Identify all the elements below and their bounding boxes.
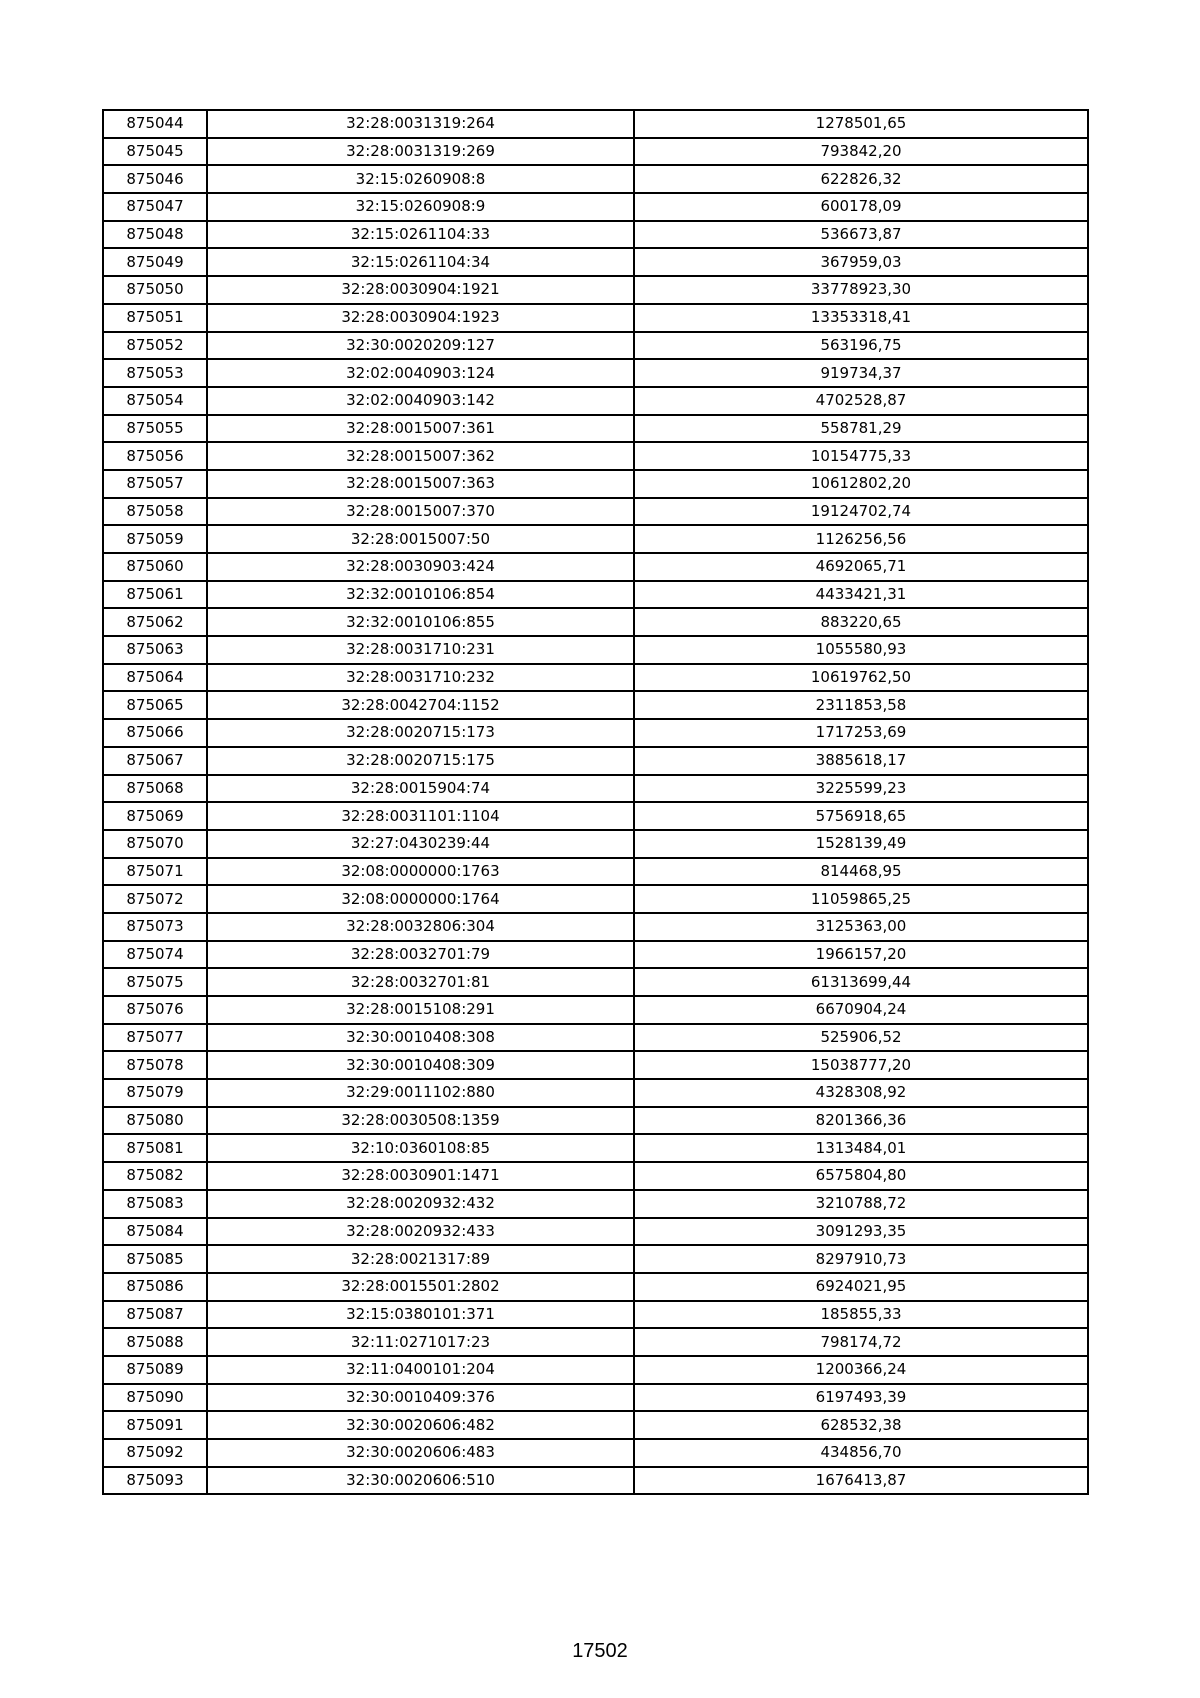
cadastral-value-cell: 1717253,69 — [634, 719, 1088, 747]
table-row — [103, 304, 1088, 332]
cadastral-value-cell: 536673,87 — [634, 221, 1088, 249]
cadastral-value-cell: 3885618,17 — [634, 747, 1088, 775]
table-row — [103, 1384, 1088, 1412]
table-row — [103, 442, 1088, 470]
cadastral-number-cell: 32:02:0040903:142 — [207, 387, 634, 415]
table-row — [103, 1273, 1088, 1301]
table-row — [103, 581, 1088, 609]
cadastral-number-cell: 32:28:0031710:232 — [207, 664, 634, 692]
cadastral-value-cell: 622826,32 — [634, 165, 1088, 193]
row-number-cell: 875062 — [103, 608, 207, 636]
cadastral-number-cell: 32:28:0032701:81 — [207, 968, 634, 996]
row-number-cell: 875079 — [103, 1079, 207, 1107]
table-row — [103, 1411, 1088, 1439]
table-row — [103, 138, 1088, 166]
table-row — [103, 1024, 1088, 1052]
cadastral-value-cell: 883220,65 — [634, 608, 1088, 636]
cadastral-number-cell: 32:28:0015007:50 — [207, 525, 634, 553]
table-row — [103, 359, 1088, 387]
table-row — [103, 1134, 1088, 1162]
cadastral-value-cell: 367959,03 — [634, 248, 1088, 276]
cadastral-value-cell: 1528139,49 — [634, 830, 1088, 858]
cadastral-number-cell: 32:11:0271017:23 — [207, 1328, 634, 1356]
cadastral-value-cell: 1313484,01 — [634, 1134, 1088, 1162]
table-row — [103, 221, 1088, 249]
cadastral-number-cell: 32:28:0015904:74 — [207, 775, 634, 803]
cadastral-value-cell: 11059865,25 — [634, 885, 1088, 913]
cadastral-value-cell: 628532,38 — [634, 1411, 1088, 1439]
row-number-cell: 875046 — [103, 165, 207, 193]
table-row — [103, 719, 1088, 747]
page-number: 17502 — [572, 1640, 628, 1662]
table-row — [103, 858, 1088, 886]
cadastral-value-cell: 33778923,30 — [634, 276, 1088, 304]
cadastral-number-cell: 32:28:0015007:361 — [207, 415, 634, 443]
table-row — [103, 968, 1088, 996]
row-number-cell: 875083 — [103, 1190, 207, 1218]
row-number-cell: 875087 — [103, 1301, 207, 1329]
table-row — [103, 248, 1088, 276]
row-number-cell: 875066 — [103, 719, 207, 747]
row-number-cell: 875050 — [103, 276, 207, 304]
table-row — [103, 885, 1088, 913]
row-number-cell: 875049 — [103, 248, 207, 276]
cadastral-number-cell: 32:28:0015501:2802 — [207, 1273, 634, 1301]
table-row — [103, 525, 1088, 553]
row-number-cell: 875048 — [103, 221, 207, 249]
table-row — [103, 664, 1088, 692]
table-row — [103, 470, 1088, 498]
cadastral-value-cell: 3210788,72 — [634, 1190, 1088, 1218]
table-row — [103, 1107, 1088, 1135]
cadastral-value-cell: 563196,75 — [634, 332, 1088, 360]
table-row — [103, 110, 1088, 138]
cadastral-number-cell: 32:28:0042704:1152 — [207, 691, 634, 719]
cadastral-value-cell: 6197493,39 — [634, 1384, 1088, 1412]
cadastral-number-cell: 32:28:0015007:363 — [207, 470, 634, 498]
cadastral-value-cell: 558781,29 — [634, 415, 1088, 443]
cadastral-number-cell: 32:28:0032701:79 — [207, 941, 634, 969]
row-number-cell: 875067 — [103, 747, 207, 775]
cadastral-number-cell: 32:30:0020606:510 — [207, 1467, 634, 1495]
row-number-cell: 875053 — [103, 359, 207, 387]
table-row — [103, 1051, 1088, 1079]
cadastral-value-cell: 3091293,35 — [634, 1218, 1088, 1246]
table-row — [103, 498, 1088, 526]
cadastral-value-cell: 10154775,33 — [634, 442, 1088, 470]
cadastral-number-cell: 32:28:0020715:175 — [207, 747, 634, 775]
cadastral-number-cell: 32:15:0380101:371 — [207, 1301, 634, 1329]
cadastral-number-cell: 32:08:0000000:1764 — [207, 885, 634, 913]
row-number-cell: 875060 — [103, 553, 207, 581]
cadastral-value-cell: 15038777,20 — [634, 1051, 1088, 1079]
cadastral-number-cell: 32:30:0020606:482 — [207, 1411, 634, 1439]
cadastral-number-cell: 32:28:0031710:231 — [207, 636, 634, 664]
row-number-cell: 875093 — [103, 1467, 207, 1495]
cadastral-value-cell: 4328308,92 — [634, 1079, 1088, 1107]
cadastral-number-cell: 32:15:0261104:33 — [207, 221, 634, 249]
cadastral-number-cell: 32:28:0015007:362 — [207, 442, 634, 470]
table-row — [103, 941, 1088, 969]
cadastral-value-table — [102, 109, 1089, 1495]
cadastral-value-cell: 61313699,44 — [634, 968, 1088, 996]
table-row — [103, 165, 1088, 193]
table-row — [103, 636, 1088, 664]
cadastral-value-cell: 4702528,87 — [634, 387, 1088, 415]
cadastral-number-cell: 32:27:0430239:44 — [207, 830, 634, 858]
table-row — [103, 332, 1088, 360]
row-number-cell: 875074 — [103, 941, 207, 969]
row-number-cell: 875081 — [103, 1134, 207, 1162]
table-row — [103, 608, 1088, 636]
cadastral-value-cell: 3125363,00 — [634, 913, 1088, 941]
cadastral-number-cell: 32:28:0020932:432 — [207, 1190, 634, 1218]
table-row — [103, 802, 1088, 830]
cadastral-value-cell: 525906,52 — [634, 1024, 1088, 1052]
cadastral-value-cell: 600178,09 — [634, 193, 1088, 221]
cadastral-value-cell: 19124702,74 — [634, 498, 1088, 526]
table-row — [103, 996, 1088, 1024]
row-number-cell: 875055 — [103, 415, 207, 443]
row-number-cell: 875072 — [103, 885, 207, 913]
row-number-cell: 875077 — [103, 1024, 207, 1052]
cadastral-number-cell: 32:28:0015007:370 — [207, 498, 634, 526]
cadastral-number-cell: 32:15:0260908:8 — [207, 165, 634, 193]
cadastral-value-cell: 1676413,87 — [634, 1467, 1088, 1495]
cadastral-number-cell: 32:28:0030904:1921 — [207, 276, 634, 304]
cadastral-value-cell: 434856,70 — [634, 1439, 1088, 1467]
cadastral-value-cell: 814468,95 — [634, 858, 1088, 886]
row-number-cell: 875057 — [103, 470, 207, 498]
cadastral-number-cell: 32:28:0030903:424 — [207, 553, 634, 581]
cadastral-number-cell: 32:28:0021317:89 — [207, 1245, 634, 1273]
cadastral-number-cell: 32:30:0020209:127 — [207, 332, 634, 360]
row-number-cell: 875061 — [103, 581, 207, 609]
row-number-cell: 875059 — [103, 525, 207, 553]
cadastral-number-cell: 32:32:0010106:855 — [207, 608, 634, 636]
table-row — [103, 1162, 1088, 1190]
row-number-cell: 875082 — [103, 1162, 207, 1190]
cadastral-number-cell: 32:30:0010408:309 — [207, 1051, 634, 1079]
cadastral-value-cell: 1278501,65 — [634, 110, 1088, 138]
table-row — [103, 1356, 1088, 1384]
cadastral-value-cell: 6575804,80 — [634, 1162, 1088, 1190]
cadastral-value-cell: 2311853,58 — [634, 691, 1088, 719]
row-number-cell: 875078 — [103, 1051, 207, 1079]
row-number-cell: 875090 — [103, 1384, 207, 1412]
cadastral-value-cell: 798174,72 — [634, 1328, 1088, 1356]
row-number-cell: 875089 — [103, 1356, 207, 1384]
row-number-cell: 875080 — [103, 1107, 207, 1135]
row-number-cell: 875076 — [103, 996, 207, 1024]
cadastral-value-cell: 1126256,56 — [634, 525, 1088, 553]
cadastral-number-cell: 32:30:0020606:483 — [207, 1439, 634, 1467]
cadastral-number-cell: 32:15:0261104:34 — [207, 248, 634, 276]
table-row — [103, 1190, 1088, 1218]
cadastral-value-cell: 13353318,41 — [634, 304, 1088, 332]
row-number-cell: 875044 — [103, 110, 207, 138]
table-row — [103, 415, 1088, 443]
row-number-cell: 875069 — [103, 802, 207, 830]
cadastral-number-cell: 32:28:0020715:173 — [207, 719, 634, 747]
cadastral-number-cell: 32:29:0011102:880 — [207, 1079, 634, 1107]
table-row — [103, 553, 1088, 581]
table-row — [103, 1245, 1088, 1273]
table-row — [103, 387, 1088, 415]
cadastral-value-cell: 4433421,31 — [634, 581, 1088, 609]
row-number-cell: 875058 — [103, 498, 207, 526]
row-number-cell: 875088 — [103, 1328, 207, 1356]
row-number-cell: 875051 — [103, 304, 207, 332]
row-number-cell: 875063 — [103, 636, 207, 664]
row-number-cell: 875084 — [103, 1218, 207, 1246]
cadastral-number-cell: 32:28:0030508:1359 — [207, 1107, 634, 1135]
table-row — [103, 1218, 1088, 1246]
cadastral-value-cell: 3225599,23 — [634, 775, 1088, 803]
row-number-cell: 875052 — [103, 332, 207, 360]
row-number-cell: 875070 — [103, 830, 207, 858]
cadastral-value-cell: 1200366,24 — [634, 1356, 1088, 1384]
cadastral-value-cell: 1966157,20 — [634, 941, 1088, 969]
cadastral-number-cell: 32:28:0030901:1471 — [207, 1162, 634, 1190]
table-row — [103, 913, 1088, 941]
row-number-cell: 875047 — [103, 193, 207, 221]
cadastral-number-cell: 32:28:0015108:291 — [207, 996, 634, 1024]
cadastral-number-cell: 32:28:0020932:433 — [207, 1218, 634, 1246]
cadastral-value-cell: 10612802,20 — [634, 470, 1088, 498]
row-number-cell: 875073 — [103, 913, 207, 941]
cadastral-number-cell: 32:28:0030904:1923 — [207, 304, 634, 332]
cadastral-number-cell: 32:11:0400101:204 — [207, 1356, 634, 1384]
table-row — [103, 276, 1088, 304]
cadastral-value-cell: 6924021,95 — [634, 1273, 1088, 1301]
row-number-cell: 875068 — [103, 775, 207, 803]
table-row — [103, 691, 1088, 719]
cadastral-number-cell: 32:32:0010106:854 — [207, 581, 634, 609]
cadastral-number-cell: 32:15:0260908:9 — [207, 193, 634, 221]
table-row — [103, 747, 1088, 775]
row-number-cell: 875065 — [103, 691, 207, 719]
cadastral-number-cell: 32:30:0010409:376 — [207, 1384, 634, 1412]
table-row — [103, 1467, 1088, 1495]
row-number-cell: 875064 — [103, 664, 207, 692]
table-row — [103, 775, 1088, 803]
cadastral-value-cell: 793842,20 — [634, 138, 1088, 166]
table-row — [103, 1328, 1088, 1356]
cadastral-value-cell: 10619762,50 — [634, 664, 1088, 692]
cadastral-value-cell: 5756918,65 — [634, 802, 1088, 830]
row-number-cell: 875075 — [103, 968, 207, 996]
cadastral-value-cell: 919734,37 — [634, 359, 1088, 387]
cadastral-value-cell: 8297910,73 — [634, 1245, 1088, 1273]
cadastral-number-cell: 32:10:0360108:85 — [207, 1134, 634, 1162]
row-number-cell: 875091 — [103, 1411, 207, 1439]
table-row — [103, 1301, 1088, 1329]
row-number-cell: 875056 — [103, 442, 207, 470]
row-number-cell: 875045 — [103, 138, 207, 166]
cadastral-number-cell: 32:30:0010408:308 — [207, 1024, 634, 1052]
cadastral-value-cell: 8201366,36 — [634, 1107, 1088, 1135]
table-row — [103, 1079, 1088, 1107]
cadastral-number-cell: 32:02:0040903:124 — [207, 359, 634, 387]
cadastral-value-cell: 1055580,93 — [634, 636, 1088, 664]
cadastral-value-cell: 185855,33 — [634, 1301, 1088, 1329]
row-number-cell: 875054 — [103, 387, 207, 415]
row-number-cell: 875092 — [103, 1439, 207, 1467]
table-row — [103, 830, 1088, 858]
cadastral-number-cell: 32:28:0032806:304 — [207, 913, 634, 941]
cadastral-value-cell: 6670904,24 — [634, 996, 1088, 1024]
row-number-cell: 875086 — [103, 1273, 207, 1301]
cadastral-number-cell: 32:28:0031319:269 — [207, 138, 634, 166]
table-row — [103, 1439, 1088, 1467]
cadastral-value-cell: 4692065,71 — [634, 553, 1088, 581]
cadastral-number-cell: 32:28:0031319:264 — [207, 110, 634, 138]
row-number-cell: 875071 — [103, 858, 207, 886]
row-number-cell: 875085 — [103, 1245, 207, 1273]
table-body — [103, 110, 1088, 1494]
cadastral-number-cell: 32:28:0031101:1104 — [207, 802, 634, 830]
table-row — [103, 193, 1088, 221]
cadastral-number-cell: 32:08:0000000:1763 — [207, 858, 634, 886]
